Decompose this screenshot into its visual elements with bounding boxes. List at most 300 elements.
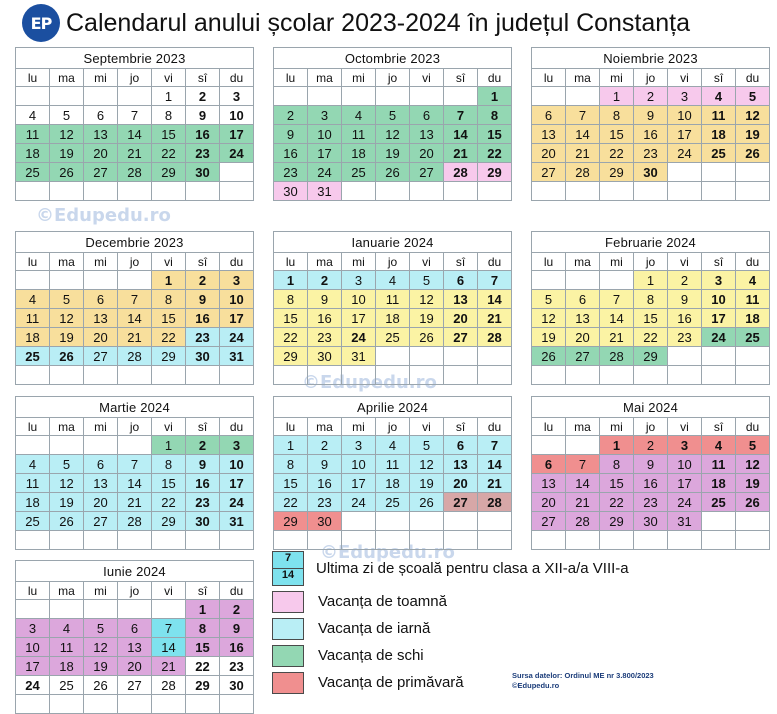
week-row: [16, 87, 254, 106]
week-row: [274, 531, 512, 550]
day-cell: [16, 436, 50, 455]
day-name-header: du: [220, 253, 254, 271]
month-title: Decembrie 2023: [16, 232, 254, 253]
day-cell: 2: [220, 600, 254, 619]
day-cell: 11: [16, 125, 50, 144]
day-cell: 3: [220, 436, 254, 455]
day-cell: 4: [376, 271, 410, 290]
day-cell: 27: [532, 512, 566, 531]
day-cell: 12: [50, 309, 84, 328]
week-row: [16, 638, 254, 657]
day-cell: 22: [634, 328, 668, 347]
day-cell: 22: [186, 657, 220, 676]
day-cell: 25: [342, 163, 376, 182]
day-cell: [376, 347, 410, 366]
week-row: [16, 106, 254, 125]
day-cell: 13: [84, 309, 118, 328]
week-row: [16, 619, 254, 638]
day-cell: 8: [600, 455, 634, 474]
day-cell: 25: [376, 328, 410, 347]
day-cell: [16, 366, 50, 385]
day-cell: 14: [152, 638, 186, 657]
day-cell: 22: [152, 493, 186, 512]
day-cell: 12: [50, 125, 84, 144]
week-row: [274, 271, 512, 290]
day-cell: 27: [84, 512, 118, 531]
day-cell: 22: [152, 328, 186, 347]
day-cell: 1: [600, 87, 634, 106]
day-cell: 4: [736, 271, 770, 290]
day-cell: [342, 512, 376, 531]
week-row: [274, 87, 512, 106]
day-name-header: vi: [668, 418, 702, 436]
day-name-header: mi: [342, 253, 376, 271]
day-cell: [478, 347, 512, 366]
legend-swatch: [272, 645, 304, 667]
day-name-header: jo: [376, 69, 410, 87]
day-name-header: jo: [118, 582, 152, 600]
day-cell: 13: [444, 290, 478, 309]
day-name-header: ma: [50, 69, 84, 87]
week-row: [532, 474, 770, 493]
day-cell: 21: [152, 657, 186, 676]
day-cell: 8: [152, 455, 186, 474]
day-cell: 26: [376, 163, 410, 182]
day-name-header: du: [220, 418, 254, 436]
day-cell: 19: [410, 474, 444, 493]
day-cell: [16, 600, 50, 619]
month-calendar: [531, 396, 770, 550]
day-cell: 24: [16, 676, 50, 695]
day-cell: 3: [308, 106, 342, 125]
day-name-header: du: [220, 69, 254, 87]
day-cell: 30: [634, 163, 668, 182]
week-row: [16, 600, 254, 619]
day-cell: [532, 366, 566, 385]
watermark: ©Edupedu.ro: [320, 542, 455, 563]
day-cell: 17: [668, 474, 702, 493]
day-cell: 24: [342, 328, 376, 347]
day-cell: 21: [118, 328, 152, 347]
week-row: [274, 290, 512, 309]
day-name-header: jo: [376, 418, 410, 436]
day-cell: 6: [84, 290, 118, 309]
day-name-header: sî: [444, 418, 478, 436]
day-cell: 9: [186, 290, 220, 309]
month-title: Mai 2024: [532, 397, 770, 418]
day-cell: 4: [16, 455, 50, 474]
day-cell: [376, 512, 410, 531]
day-cell: [444, 512, 478, 531]
day-cell: [118, 436, 152, 455]
day-cell: [410, 531, 444, 550]
day-cell: 11: [342, 125, 376, 144]
day-cell: 18: [16, 493, 50, 512]
week-row: [16, 366, 254, 385]
day-cell: 7: [600, 290, 634, 309]
day-cell: 8: [186, 619, 220, 638]
day-cell: 14: [566, 125, 600, 144]
day-cell: [50, 695, 84, 714]
month-calendar: [15, 47, 254, 201]
day-cell: [532, 436, 566, 455]
day-cell: 17: [668, 125, 702, 144]
day-cell: 23: [186, 144, 220, 163]
legend-label: Ultima zi de școală pentru clasa a XII-a/a VIII-a: [316, 559, 629, 577]
day-cell: [84, 695, 118, 714]
day-cell: 30: [308, 512, 342, 531]
week-row: [532, 182, 770, 201]
day-cell: 1: [274, 436, 308, 455]
day-cell: 26: [50, 347, 84, 366]
day-cell: 27: [532, 163, 566, 182]
day-cell: 31: [668, 512, 702, 531]
day-cell: 22: [600, 144, 634, 163]
day-cell: 16: [308, 474, 342, 493]
week-row: [274, 347, 512, 366]
legend-label: Vacanța de iarnă: [318, 620, 431, 637]
day-cell: 27: [84, 163, 118, 182]
watermark: ©Edupedu.ro: [302, 372, 437, 393]
month-title: Martie 2024: [16, 397, 254, 418]
edupedu-logo-icon: EP: [22, 4, 60, 42]
month-title: Februarie 2024: [532, 232, 770, 253]
day-cell: 7: [478, 271, 512, 290]
week-row: [532, 328, 770, 347]
day-cell: 20: [532, 144, 566, 163]
day-name-header: vi: [410, 418, 444, 436]
day-cell: 6: [84, 455, 118, 474]
week-row: [532, 309, 770, 328]
day-cell: [220, 366, 254, 385]
day-cell: [736, 531, 770, 550]
week-row: [16, 531, 254, 550]
day-cell: 21: [118, 493, 152, 512]
day-cell: 11: [736, 290, 770, 309]
month-calendar: [15, 231, 254, 385]
day-cell: [600, 271, 634, 290]
day-cell: 29: [152, 512, 186, 531]
day-cell: [532, 271, 566, 290]
day-name-header: vi: [152, 582, 186, 600]
day-cell: [274, 366, 308, 385]
day-cell: 11: [16, 309, 50, 328]
day-cell: [342, 531, 376, 550]
day-cell: 17: [342, 474, 376, 493]
day-cell: 18: [50, 657, 84, 676]
day-name-header: lu: [274, 253, 308, 271]
day-cell: 4: [50, 619, 84, 638]
day-cell: [376, 531, 410, 550]
day-name-header: du: [220, 582, 254, 600]
day-cell: [84, 182, 118, 201]
day-cell: 23: [308, 328, 342, 347]
day-name-header: ma: [50, 418, 84, 436]
week-row: [16, 309, 254, 328]
day-cell: [566, 531, 600, 550]
day-cell: 30: [274, 182, 308, 201]
legend-item-schi: [272, 642, 629, 669]
day-cell: 10: [668, 106, 702, 125]
day-cell: [220, 163, 254, 182]
month-title: Ianuarie 2024: [274, 232, 512, 253]
day-cell: 8: [274, 290, 308, 309]
day-cell: [118, 271, 152, 290]
day-cell: 29: [152, 163, 186, 182]
day-cell: 3: [668, 87, 702, 106]
day-cell: [376, 87, 410, 106]
day-cell: 11: [50, 638, 84, 657]
day-cell: [84, 271, 118, 290]
day-cell: [50, 87, 84, 106]
day-cell: 12: [410, 290, 444, 309]
day-cell: [702, 531, 736, 550]
day-cell: 22: [478, 144, 512, 163]
week-row: [532, 436, 770, 455]
day-cell: 9: [308, 290, 342, 309]
day-name-header: lu: [16, 582, 50, 600]
day-cell: 13: [84, 125, 118, 144]
day-cell: 11: [376, 455, 410, 474]
day-cell: 4: [16, 106, 50, 125]
source-credit: ©Edupedu.ro: [512, 681, 560, 690]
day-cell: 14: [566, 474, 600, 493]
day-name-header: lu: [532, 253, 566, 271]
day-cell: 3: [220, 271, 254, 290]
day-cell: 29: [186, 676, 220, 695]
day-cell: 5: [376, 106, 410, 125]
day-cell: [736, 182, 770, 201]
day-cell: 9: [186, 106, 220, 125]
day-cell: 19: [50, 144, 84, 163]
day-cell: [308, 531, 342, 550]
day-cell: [634, 182, 668, 201]
week-row: [532, 144, 770, 163]
day-cell: 9: [186, 455, 220, 474]
day-cell: [566, 182, 600, 201]
day-name-header: sî: [186, 582, 220, 600]
day-cell: [668, 347, 702, 366]
day-cell: 6: [444, 436, 478, 455]
day-cell: [702, 182, 736, 201]
week-row: [274, 125, 512, 144]
day-cell: 14: [118, 309, 152, 328]
day-cell: 1: [152, 87, 186, 106]
day-cell: 9: [634, 106, 668, 125]
week-row: [274, 436, 512, 455]
day-name-header: vi: [152, 418, 186, 436]
day-cell: 5: [410, 436, 444, 455]
day-cell: [118, 182, 152, 201]
month-calendar: [273, 231, 512, 385]
day-cell: 3: [342, 436, 376, 455]
day-cell: 13: [410, 125, 444, 144]
watermark: ©Edupedu.ro: [36, 205, 171, 226]
day-cell: [566, 87, 600, 106]
day-cell: 13: [532, 125, 566, 144]
day-cell: 13: [444, 455, 478, 474]
legend-swatch-last-day: [272, 551, 302, 586]
day-cell: 20: [410, 144, 444, 163]
day-cell: 15: [634, 309, 668, 328]
day-cell: 20: [566, 328, 600, 347]
day-cell: [152, 531, 186, 550]
day-cell: [342, 366, 376, 385]
day-cell: 5: [50, 455, 84, 474]
day-cell: 29: [600, 512, 634, 531]
day-cell: 12: [376, 125, 410, 144]
day-cell: 18: [702, 474, 736, 493]
day-cell: 30: [186, 163, 220, 182]
day-cell: 26: [410, 493, 444, 512]
day-cell: 5: [410, 271, 444, 290]
day-cell: [634, 366, 668, 385]
day-cell: [566, 436, 600, 455]
week-row: [16, 163, 254, 182]
day-cell: [186, 695, 220, 714]
day-cell: [308, 87, 342, 106]
legend-item-iarna: [272, 615, 629, 642]
day-cell: 15: [478, 125, 512, 144]
day-cell: 5: [736, 87, 770, 106]
day-cell: 15: [274, 309, 308, 328]
day-cell: [16, 531, 50, 550]
day-name-header: du: [736, 69, 770, 87]
day-cell: 8: [152, 290, 186, 309]
day-cell: 9: [308, 455, 342, 474]
month-table: [15, 47, 254, 201]
day-cell: 10: [16, 638, 50, 657]
day-cell: [410, 512, 444, 531]
day-cell: [118, 531, 152, 550]
day-cell: 7: [118, 106, 152, 125]
day-cell: 5: [736, 436, 770, 455]
day-name-header: sî: [186, 69, 220, 87]
day-cell: 8: [274, 455, 308, 474]
week-row: [274, 366, 512, 385]
day-cell: 9: [220, 619, 254, 638]
day-cell: 1: [152, 436, 186, 455]
day-cell: 21: [478, 474, 512, 493]
day-name-header: du: [478, 253, 512, 271]
day-cell: 20: [118, 657, 152, 676]
day-cell: [152, 366, 186, 385]
day-cell: 17: [308, 144, 342, 163]
day-cell: 25: [702, 144, 736, 163]
day-cell: [736, 512, 770, 531]
month-table: [15, 396, 254, 550]
day-cell: 13: [566, 309, 600, 328]
day-cell: [444, 531, 478, 550]
day-name-header: vi: [152, 253, 186, 271]
day-cell: 25: [50, 676, 84, 695]
day-cell: 25: [376, 493, 410, 512]
day-cell: [668, 182, 702, 201]
day-cell: 14: [118, 125, 152, 144]
week-row: [532, 531, 770, 550]
day-cell: 26: [410, 328, 444, 347]
day-name-header: vi: [410, 69, 444, 87]
day-cell: 9: [634, 455, 668, 474]
day-cell: [50, 436, 84, 455]
day-name-header: mi: [84, 69, 118, 87]
month-calendar: [531, 231, 770, 385]
day-cell: 8: [152, 106, 186, 125]
month-calendar: [15, 560, 254, 714]
day-cell: 14: [444, 125, 478, 144]
day-cell: 10: [702, 290, 736, 309]
day-cell: [566, 271, 600, 290]
day-cell: [478, 512, 512, 531]
legend-label: Vacanța de schi: [318, 647, 424, 664]
day-cell: 26: [736, 493, 770, 512]
day-name-header: lu: [16, 253, 50, 271]
day-name-header: du: [478, 418, 512, 436]
day-cell: 15: [152, 309, 186, 328]
day-cell: 5: [50, 106, 84, 125]
day-cell: [532, 87, 566, 106]
day-cell: 11: [16, 474, 50, 493]
day-cell: 28: [118, 512, 152, 531]
day-cell: 20: [532, 493, 566, 512]
day-cell: 7: [566, 455, 600, 474]
day-cell: [702, 366, 736, 385]
day-cell: 11: [376, 290, 410, 309]
day-cell: 30: [220, 676, 254, 695]
day-cell: 31: [220, 347, 254, 366]
day-cell: 15: [152, 125, 186, 144]
header: [22, 4, 690, 42]
day-cell: 16: [634, 474, 668, 493]
month-table: [531, 396, 770, 550]
day-name-header: ma: [566, 253, 600, 271]
day-cell: [186, 366, 220, 385]
day-cell: 10: [342, 455, 376, 474]
day-cell: 15: [600, 474, 634, 493]
day-cell: 25: [736, 328, 770, 347]
day-cell: [668, 163, 702, 182]
week-row: [16, 328, 254, 347]
day-cell: [50, 182, 84, 201]
day-cell: [410, 347, 444, 366]
day-cell: 27: [118, 676, 152, 695]
month-title: Octombrie 2023: [274, 48, 512, 69]
day-cell: 16: [186, 474, 220, 493]
week-row: [532, 455, 770, 474]
day-cell: [118, 600, 152, 619]
day-cell: 25: [16, 347, 50, 366]
week-row: [274, 309, 512, 328]
day-cell: [84, 600, 118, 619]
legend-swatch: [272, 672, 304, 694]
month-title: Septembrie 2023: [16, 48, 254, 69]
day-cell: [220, 531, 254, 550]
legend-label: Vacanța de primăvară: [318, 674, 464, 691]
day-cell: 26: [84, 676, 118, 695]
legend-item-last-day: [272, 548, 629, 588]
day-cell: [532, 182, 566, 201]
day-cell: [600, 182, 634, 201]
day-cell: [444, 347, 478, 366]
week-row: [16, 182, 254, 201]
day-cell: 15: [600, 125, 634, 144]
week-row: [274, 163, 512, 182]
day-cell: 2: [186, 436, 220, 455]
legend-label: Vacanța de toamnă: [318, 593, 447, 610]
day-name-header: sî: [444, 69, 478, 87]
day-cell: 24: [668, 144, 702, 163]
day-cell: [566, 366, 600, 385]
